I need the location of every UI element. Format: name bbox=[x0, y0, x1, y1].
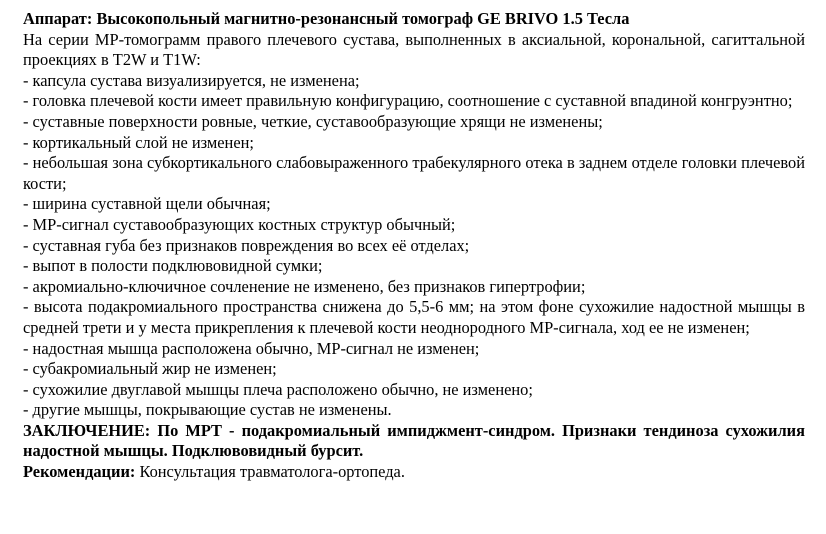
finding-item: - капсула сустава визуализируется, не изменена; bbox=[23, 70, 360, 90]
device-label: Аппарат: bbox=[23, 9, 93, 28]
finding-item: - ширина суставной щели обычная; bbox=[23, 194, 271, 214]
intro-paragraph: На серии МР-томограмм правого плечевого сустава, выполненных в аксиальной, корональной, сагиттальной проекциях в T2W и T1W: bbox=[23, 29, 805, 70]
device-line bbox=[23, 9, 805, 30]
conclusion-label: ЗАКЛЮЧЕНИЕ: bbox=[23, 420, 151, 440]
finding-item: - МР-сигнал суставообразующих костных структур обычный; bbox=[23, 214, 456, 234]
finding-item: - небольшая зона субкортикального слабовыраженного трабекулярного отека в заднем отделе головки плечевой кости; bbox=[23, 153, 805, 193]
conclusion-paragraph bbox=[23, 421, 805, 462]
finding-item: - высота подакромиального пространства снижена до 5,5-6 мм; на этом фоне сухожилие надостной мышцы в средней трети и у места прикрепления к плечевой кости неоднородного МР-сигнала, ход ее не изменен; bbox=[23, 297, 805, 337]
finding-item: - кортикальный слой не изменен; bbox=[23, 132, 254, 152]
conclusion-text: По МРТ - подакромиальный импиджмент-синдром. Признаки тендиноза сухожилия надостной мышцы. Подклювовидный бурсит. bbox=[23, 420, 805, 461]
findings-list bbox=[23, 71, 805, 421]
recommendation-paragraph bbox=[23, 462, 805, 483]
mri-report bbox=[23, 9, 805, 483]
recommendation-text: Консультация травматолога-ортопеда. bbox=[139, 462, 405, 482]
device-value: Высокопольный магнитно-резонансный томограф GE BRIVO 1.5 Тесла bbox=[96, 9, 630, 28]
finding-item: - надостная мышца расположена обычно, МР-сигнал не изменен; bbox=[23, 338, 480, 358]
finding-item: - сухожилие двуглавой мышцы плеча расположено обычно, не изменено; bbox=[23, 379, 533, 399]
finding-item: - акромиально-ключичное сочленение не изменено, без признаков гипертрофии; bbox=[23, 276, 586, 296]
finding-item: - выпот в полости подклювовидной сумки; bbox=[23, 256, 323, 276]
finding-item: - другие мышцы, покрывающие сустав не изменены. bbox=[23, 400, 392, 420]
recommendation-label: Рекомендации: bbox=[23, 462, 136, 482]
finding-item: - головка плечевой кости имеет правильную конфигурацию, соотношение с суставной впадиной конгруэнтно; bbox=[23, 91, 793, 111]
finding-item: - суставные поверхности ровные, четкие, суставообразующие хрящи не изменены; bbox=[23, 111, 603, 131]
finding-item: - субакромиальный жир не изменен; bbox=[23, 359, 277, 379]
finding-item: - суставная губа без признаков повреждения во всех её отделах; bbox=[23, 235, 470, 255]
